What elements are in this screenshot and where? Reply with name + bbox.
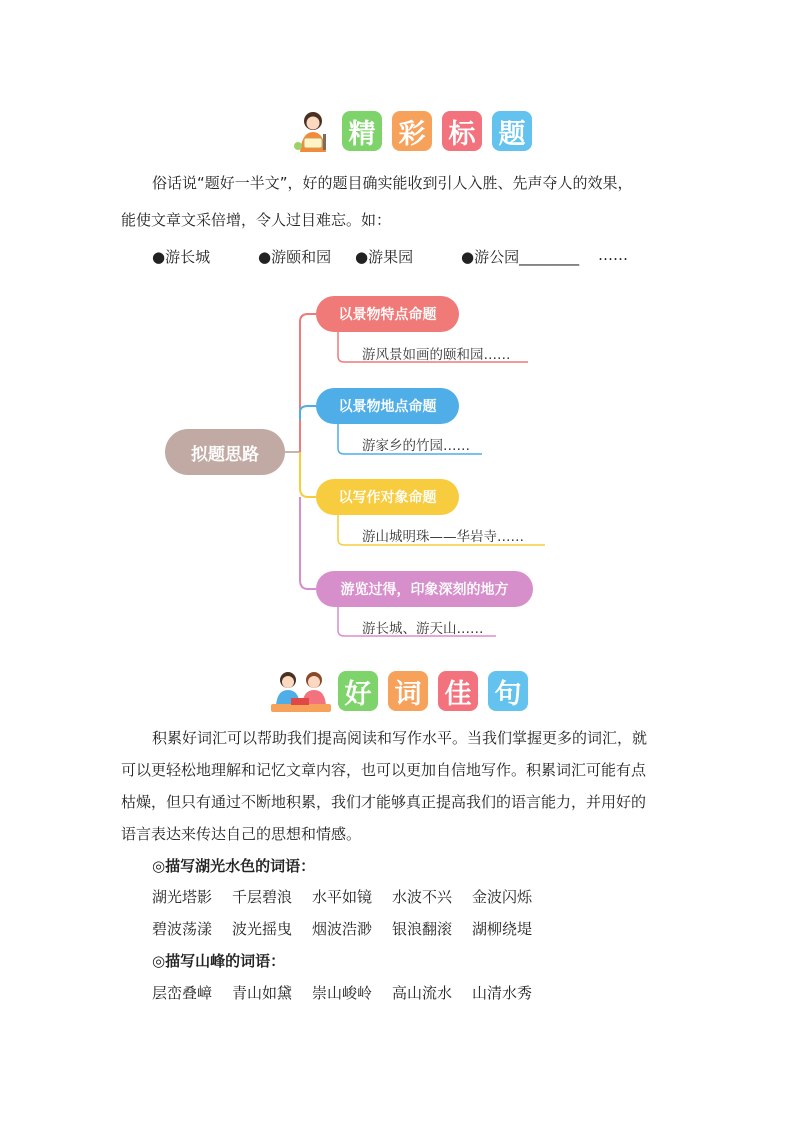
mountain-word: 高山流水: [392, 984, 453, 1002]
branch-jingwu-didian: 以景物地点命题: [316, 388, 459, 424]
lake-word: 水平如镜: [312, 888, 373, 906]
para-line-3: 枯燥，但只有通过不断地积累，我们才能够真正提高我们的语言能力，并用好的: [121, 793, 647, 811]
title-char-3: 标: [442, 111, 482, 151]
branch-example-2: 游家乡的竹园……: [362, 438, 470, 454]
section-header-haoci-jiaju: [270, 668, 538, 714]
mountain-word: 层峦叠嶂: [152, 984, 213, 1002]
lake-word: 湖光塔影: [152, 888, 213, 906]
branch-example-3: 游山城明珠——华岩寺……: [362, 529, 524, 545]
title-char-5: 好: [338, 671, 378, 711]
lake-word: 烟波浩渺: [312, 920, 373, 938]
lake-word: 千层碧浪: [232, 888, 293, 906]
branch-example-4: 游长城、游天山……: [362, 621, 484, 637]
lake-word: 金波闪烁: [472, 888, 533, 906]
title-char-4: 题: [492, 111, 532, 151]
students-studying-icon: [270, 668, 332, 714]
example-title-2: ●游颐和园: [258, 248, 332, 266]
title-char-2: 彩: [392, 111, 432, 151]
lake-word: 银浪翻滚: [392, 920, 453, 938]
para-line-4: 语言表达来传达自己的思想和情感。: [121, 825, 362, 843]
mountain-words-heading: ◎描写山峰的词语：: [152, 952, 286, 970]
branch-jingwu-tedian: 以景物特点命题: [316, 296, 459, 332]
mountain-word: 青山如黛: [232, 984, 293, 1002]
example-title-4: ●游公园________: [461, 248, 580, 266]
lake-word: 湖柳绕堤: [472, 920, 533, 938]
para-line-1: 积累好词汇可以帮助我们提高阅读和写作水平。当我们掌握更多的词汇，就: [152, 729, 648, 747]
lake-word: 碧波荡漾: [152, 920, 213, 938]
mountain-word: 崇山峻岭: [312, 984, 373, 1002]
branch-example-1: 游风景如画的颐和园……: [362, 347, 511, 363]
branch-yinxiang-shenke: 游览过得，印象深刻的地方: [316, 571, 533, 607]
title-char-1: 精: [342, 111, 382, 151]
mountain-word: 山清水秀: [472, 984, 533, 1002]
title-char-7: 佳: [438, 671, 478, 711]
example-title-1: ●游长城: [152, 248, 211, 266]
mindmap-root: 拟题思路: [165, 429, 285, 475]
example-title-3: ●游果园: [355, 248, 414, 266]
intro-line-2: 能使文章文采倍增，令人过目难忘。如：: [121, 211, 392, 229]
branch-xiezuo-duixiang: 以写作对象命题: [316, 479, 459, 515]
title-char-8: 句: [488, 671, 528, 711]
title-char-6: 词: [388, 671, 428, 711]
example-ellipsis: ……: [598, 246, 628, 264]
intro-line-1: 俗话说“题好一半文”，好的题目确实能收到引人入胜、先声夺人的效果，: [152, 174, 633, 192]
lake-words-heading: ◎描写湖光水色的词语：: [152, 857, 316, 875]
para-line-2: 可以更轻松地理解和记忆文章内容，也可以更加自信地写作。积累词汇可能有点: [121, 761, 647, 779]
lake-word: 波光摇曳: [232, 920, 293, 938]
lake-word: 水波不兴: [392, 888, 453, 906]
